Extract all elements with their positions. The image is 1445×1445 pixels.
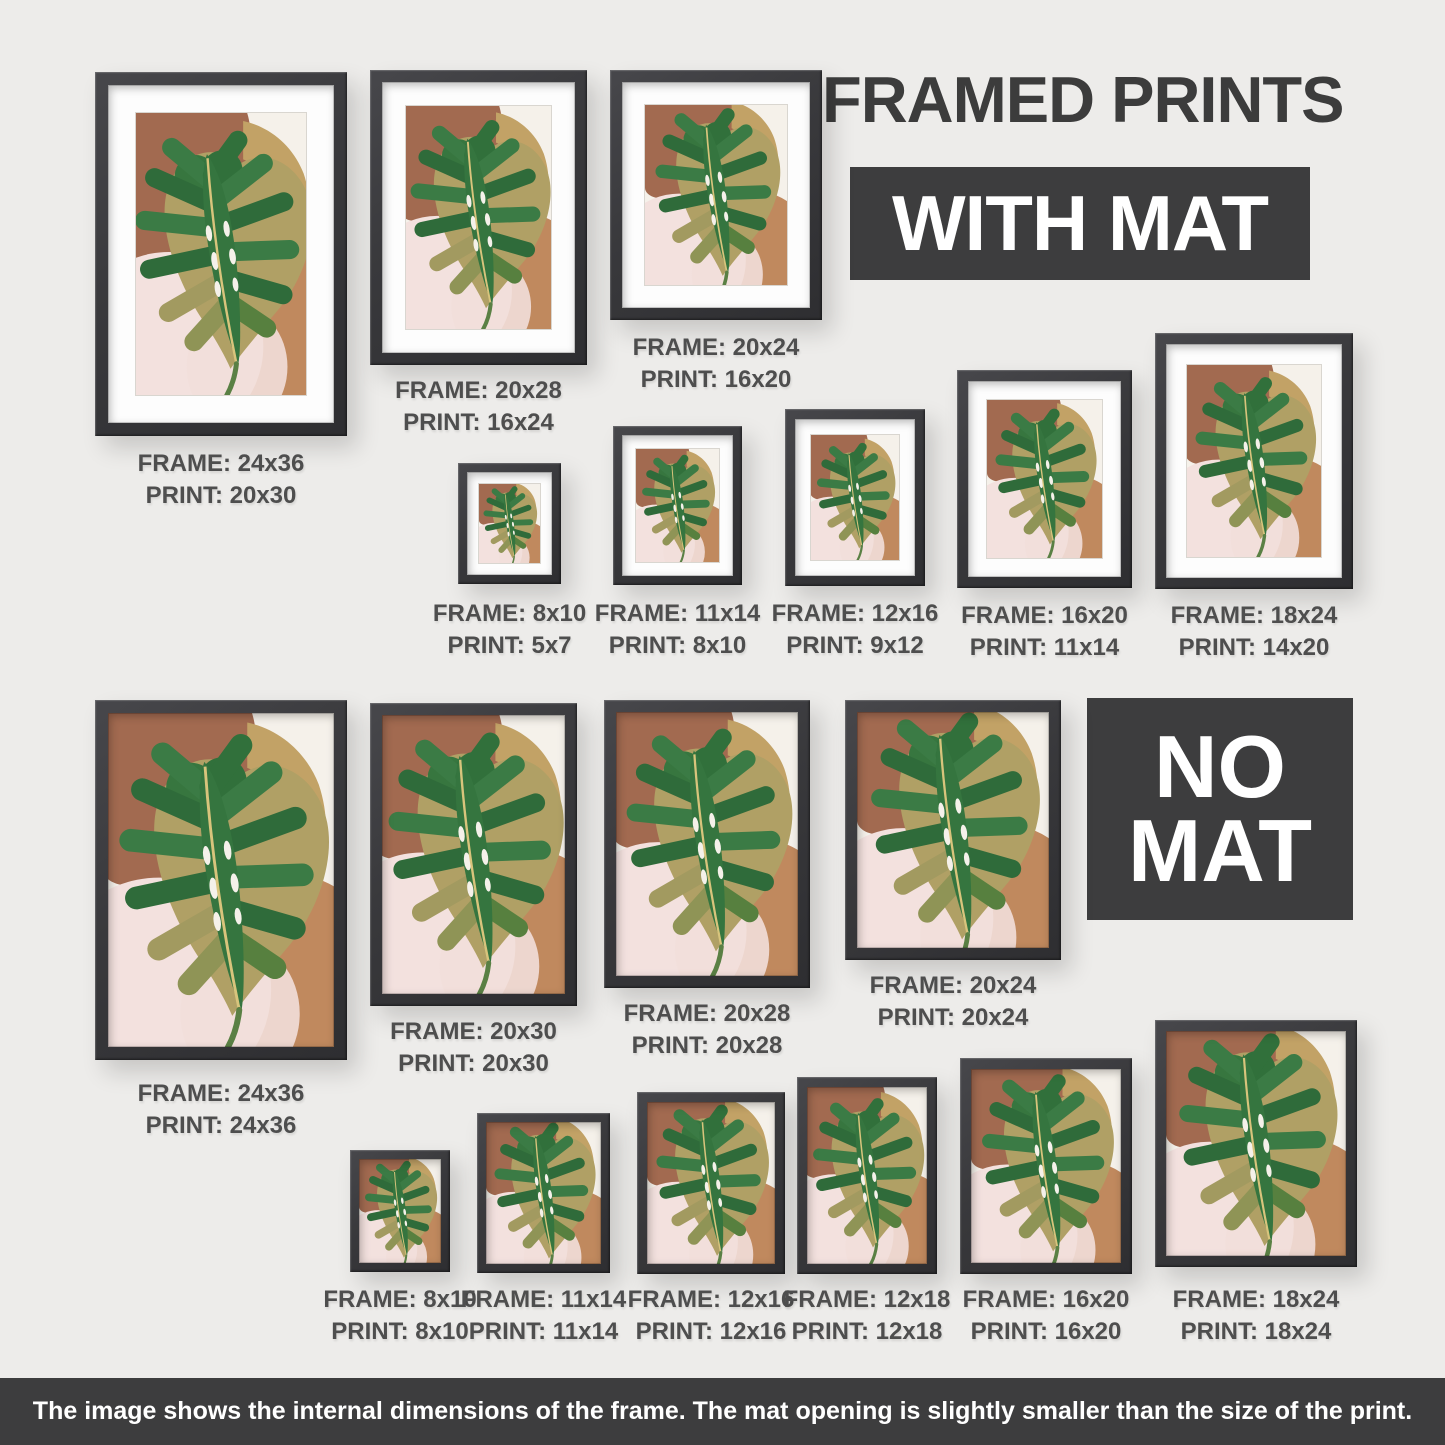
print-dimension: PRINT: 8x10 xyxy=(331,1317,469,1345)
frame-size-label-18x24-with-mat xyxy=(1075,600,1433,663)
frame-dimension: FRAME: 20x30 xyxy=(390,1018,557,1045)
mat xyxy=(467,472,552,575)
frame-dimension: FRAME: 24x36 xyxy=(137,1080,305,1107)
frame-size-label-18x24-no-mat xyxy=(1075,1284,1437,1347)
no-mat-badge xyxy=(1087,698,1353,920)
print-dimension: PRINT: 9x12 xyxy=(786,631,924,659)
print-dimension: PRINT: 20x30 xyxy=(145,481,297,509)
print-dimension: PRINT: 20x28 xyxy=(631,1031,783,1059)
print-dimension: PRINT: 16x24 xyxy=(403,408,554,436)
frame-size-label-24x36-no-mat xyxy=(15,1078,427,1141)
footer-text: The image shows the internal dimensions of the frame. The mat opening is slightly smaller than the size of the print. xyxy=(32,1397,1413,1425)
print-dimension: PRINT: 16x20 xyxy=(970,1317,1122,1345)
print-dimension: PRINT: 12x16 xyxy=(635,1317,787,1345)
framed-print-16x20-no-mat xyxy=(960,1058,1132,1274)
monstera-print-art xyxy=(987,400,1102,558)
frame-dimension: FRAME: 16x20 xyxy=(962,1286,1130,1313)
framed-print-8x10-no-mat xyxy=(350,1150,450,1272)
frame-opening xyxy=(971,1069,1121,1263)
frame-size-label-20x24-with-mat xyxy=(530,332,902,395)
print-dimension: PRINT: 14x20 xyxy=(1178,633,1330,661)
monstera-print-art xyxy=(382,715,565,994)
monstera-print-art xyxy=(807,1087,927,1264)
frame-opening xyxy=(486,1122,601,1264)
frame-opening xyxy=(807,1087,927,1264)
monstera-print-art xyxy=(486,1122,601,1264)
frame-dimension: FRAME: 11x14 xyxy=(460,1286,627,1313)
monstera-print-art xyxy=(636,449,719,562)
print-dimension: PRINT: 24x36 xyxy=(145,1111,297,1139)
framed-print-20x28-no-mat xyxy=(604,700,810,988)
monstera-print-art xyxy=(136,113,306,395)
framed-print-24x36-no-mat xyxy=(95,700,347,1060)
frame-size-label-24x36-with-mat xyxy=(15,448,427,511)
framed-print-12x18-no-mat xyxy=(797,1077,937,1274)
monstera-print-art xyxy=(647,1102,775,1264)
mat xyxy=(968,381,1121,577)
framed-print-18x24-no-mat xyxy=(1155,1020,1357,1267)
frame-opening xyxy=(382,715,565,994)
monstera-print-art xyxy=(108,713,334,1047)
print-dimension: PRINT: 20x24 xyxy=(877,1003,1029,1031)
framed-print-20x24-no-mat xyxy=(845,700,1061,960)
print-dimension: PRINT: 11x14 xyxy=(468,1317,619,1345)
framed-print-16x20-with-mat xyxy=(957,370,1132,588)
frame-dimension: FRAME: 12x16 xyxy=(771,600,939,627)
frame-size-label-20x24-no-mat xyxy=(765,970,1141,1033)
frame-dimension: FRAME: 20x28 xyxy=(623,1000,791,1027)
monstera-print-art xyxy=(616,712,798,976)
framed-print-8x10-with-mat xyxy=(458,463,561,584)
print-dimension: PRINT: 11x14 xyxy=(969,633,1120,661)
mat xyxy=(108,85,334,423)
mat xyxy=(622,82,810,308)
monstera-print-art xyxy=(1166,1031,1346,1256)
mat xyxy=(795,419,915,576)
frame-dimension: FRAME: 8x10 xyxy=(432,600,587,627)
monstera-print-art xyxy=(645,105,787,285)
frame-opening xyxy=(616,712,798,976)
framed-print-20x30-no-mat xyxy=(370,703,577,1006)
no-mat-line-1: NO xyxy=(1154,717,1286,817)
monstera-print-art xyxy=(1187,365,1321,557)
frame-dimension: FRAME: 24x36 xyxy=(137,450,305,477)
frame-dimension: FRAME: 12x16 xyxy=(627,1286,795,1313)
footer-note xyxy=(0,1378,1445,1445)
frame-opening xyxy=(857,712,1049,948)
frame-dimension: FRAME: 20x28 xyxy=(395,377,562,404)
monstera-print-art xyxy=(971,1069,1121,1263)
no-mat-line-2: MAT xyxy=(1127,801,1313,900)
with-mat-badge: WITH MAT xyxy=(850,167,1310,280)
print-dimension: PRINT: 18x24 xyxy=(1180,1317,1332,1345)
framed-print-18x24-with-mat xyxy=(1155,333,1353,589)
framed-print-20x28-with-mat xyxy=(370,70,587,365)
mat xyxy=(1166,344,1342,578)
frame-dimension: FRAME: 20x24 xyxy=(632,334,800,361)
monstera-print-art xyxy=(406,106,551,329)
framed-print-11x14-no-mat xyxy=(477,1113,610,1273)
frame-dimension: FRAME: 18x24 xyxy=(1172,1286,1340,1313)
framed-print-12x16-no-mat xyxy=(637,1092,785,1274)
framed-print-12x16-with-mat xyxy=(785,409,925,586)
page-title: FRAMED PRINTS xyxy=(822,63,1344,136)
frame-dimension: FRAME: 20x24 xyxy=(869,972,1037,999)
monstera-print-art xyxy=(479,484,540,563)
mat xyxy=(622,435,733,576)
print-dimension: PRINT: 16x20 xyxy=(640,365,792,393)
print-dimension: PRINT: 12x18 xyxy=(791,1317,943,1345)
frame-opening xyxy=(108,713,334,1047)
framed-print-11x14-with-mat xyxy=(613,426,742,585)
frame-opening xyxy=(359,1159,441,1263)
print-dimension: PRINT: 20x30 xyxy=(398,1049,549,1077)
frame-dimension: FRAME: 8x10 xyxy=(323,1286,477,1313)
frame-dimension: FRAME: 11x14 xyxy=(594,600,761,627)
print-dimension: PRINT: 5x7 xyxy=(447,631,572,659)
framed-print-20x24-with-mat xyxy=(610,70,822,320)
monstera-print-art xyxy=(811,435,899,560)
monstera-print-art xyxy=(857,712,1049,948)
frame-opening xyxy=(1166,1031,1346,1256)
print-dimension: PRINT: 8x10 xyxy=(608,631,747,659)
frame-dimension: FRAME: 16x20 xyxy=(961,602,1128,629)
frame-opening xyxy=(647,1102,775,1264)
monstera-print-art xyxy=(359,1159,441,1263)
mat xyxy=(382,82,575,353)
frame-dimension: FRAME: 18x24 xyxy=(1170,602,1338,629)
frame-dimension: FRAME: 12x18 xyxy=(783,1286,951,1313)
